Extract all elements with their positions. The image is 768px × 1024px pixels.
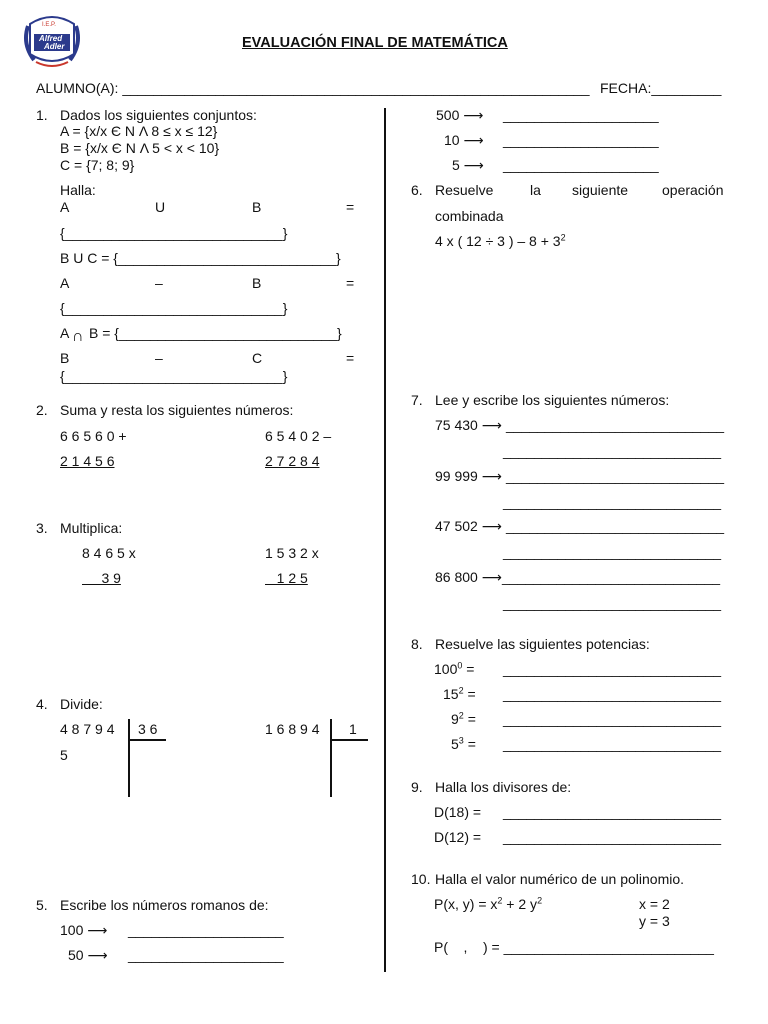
q8-exp: 2: [458, 685, 464, 696]
q8-eq: =: [467, 736, 476, 752]
q6-word: siguiente: [572, 182, 629, 198]
q7-prompt: Lee y escribe los siguientes números:: [435, 392, 670, 408]
q8-item: [451, 711, 476, 727]
student-name-field: ALUMNO(A): ____________________________________________________________: [36, 80, 590, 96]
q1-set-b: B = {x/x Є N Λ 5 < x < 10}: [60, 140, 220, 156]
q7-item-label: 86 800 ⟶: [435, 569, 502, 585]
q10-polynomial: [434, 896, 542, 912]
q1-l4-rest: B = {____________________________}: [89, 325, 342, 341]
q6-expression: [435, 233, 566, 249]
q1-l3-answer: {____________________________}: [60, 300, 288, 316]
q10-x-value: x = 2: [639, 896, 670, 912]
q9-item-label: D(18) =: [434, 804, 482, 820]
q2-a1: 6 6 5 6 0 +: [60, 428, 127, 444]
q6-expr-text: 4 x ( 12 ÷ 3 ) – 8 + 3: [435, 233, 561, 249]
q5-item-line: ____________________: [503, 132, 659, 148]
q1-l5-op: –: [155, 350, 163, 366]
q8-line: ____________________________: [503, 711, 722, 727]
q9-item-line: ____________________________: [503, 804, 722, 820]
q5-item-label: 10 ⟶: [444, 132, 484, 148]
q1-l2: B U C = {____________________________}: [60, 250, 341, 266]
q4-a-division-bar: [128, 719, 130, 797]
q4-a-dividend: 4 8 7 9 4: [60, 721, 115, 737]
q7-item-label: 99 999 ⟶: [435, 468, 502, 484]
q10-poly-exp1: 2: [497, 895, 503, 906]
q7-item-line: ____________________________: [502, 569, 721, 585]
q10-poly-exp2: 2: [537, 895, 543, 906]
q8-base: 5: [451, 736, 459, 752]
q6-expr-exp: 2: [560, 232, 566, 243]
q7-item-line: ____________________________: [506, 468, 725, 484]
q1-number: 1.: [36, 107, 48, 123]
q9-item-line: ____________________________: [503, 829, 722, 845]
q8-base: 100: [434, 661, 458, 677]
q4-a-division-rule: [128, 739, 166, 741]
q8-eq: =: [467, 711, 476, 727]
q3-prompt: Multiplica:: [60, 520, 123, 536]
q1-l4-a: A: [60, 325, 70, 341]
q1-l1-eq: =: [346, 199, 355, 215]
page-title: EVALUACIÓN FINAL DE MATEMÁTICA: [242, 35, 508, 51]
q1-l5-a: B: [60, 350, 70, 366]
q2-b2: 2 7 2 8 4: [265, 453, 320, 469]
q4-b-dividend: 1 6 8 9 4: [265, 721, 320, 737]
q2-prompt: Suma y resta los siguientes números:: [60, 402, 294, 418]
q3-a1: 8 4 6 5 x: [82, 545, 136, 561]
q1-l5-b: C: [252, 350, 263, 366]
q8-prompt: Resuelve las siguientes potencias:: [435, 636, 650, 652]
q5-item-line: ____________________: [503, 157, 659, 173]
q1-l3-b: B: [252, 275, 262, 291]
q4-prompt: Divide:: [60, 696, 103, 712]
q1-l4-op: ∩: [72, 328, 84, 345]
q6-word: Resuelve: [435, 182, 494, 198]
q5-item-line: ____________________: [503, 107, 659, 123]
q5-item-label: 500 ⟶: [436, 107, 484, 123]
q2-a2: 2 1 4 5 6: [60, 453, 115, 469]
q2-b1: 6 5 4 0 2 –: [265, 428, 332, 444]
q8-item: [434, 661, 474, 677]
q7-item-line: ____________________________: [503, 443, 722, 459]
q1-l3-eq: =: [346, 275, 355, 291]
q3-b1: 1 5 3 2 x: [265, 545, 319, 561]
q9-item-label: D(12) =: [434, 829, 482, 845]
q10-number: 10.: [411, 871, 431, 887]
q7-item-line: ____________________________: [506, 518, 725, 534]
q7-item-line: ____________________________: [506, 417, 725, 433]
q1-prompt: Dados los siguientes conjuntos:: [60, 107, 257, 123]
q8-base: 9: [451, 711, 459, 727]
q1-l1-b: B: [252, 199, 262, 215]
q8-line: ____________________________: [503, 661, 722, 677]
q8-eq: =: [467, 686, 476, 702]
q8-number: 8.: [411, 636, 423, 652]
q9-number: 9.: [411, 779, 423, 795]
date-field: FECHA:_________: [600, 80, 722, 96]
q1-l5-eq: =: [346, 350, 355, 366]
q4-a-divisor: 3 6: [138, 721, 158, 737]
q8-line: ____________________________: [503, 736, 722, 752]
q6-word: operación: [662, 182, 724, 198]
q7-item-line: ____________________________: [503, 544, 722, 560]
q8-exp: 2: [458, 710, 464, 721]
q9-prompt: Halla los divisores de:: [435, 779, 572, 795]
column-divider: [384, 108, 386, 972]
q1-l1-op: U: [155, 199, 166, 215]
q1-set-a: A = {x/x Є N Λ 8 ≤ x ≤ 12}: [60, 123, 218, 139]
q3-number: 3.: [36, 520, 48, 536]
school-logo: [20, 10, 84, 70]
q1-l3-op: –: [155, 275, 163, 291]
q1-set-c: C = {7; 8; 9}: [60, 157, 135, 173]
q5-item-line: ____________________: [128, 922, 284, 938]
q8-item: [451, 736, 476, 752]
q4-b-division-bar: [330, 719, 332, 797]
q8-exp: 3: [458, 735, 464, 746]
q7-item-line: ____________________________: [503, 494, 722, 510]
q5-prompt: Escribe los números romanos de:: [60, 897, 269, 913]
q5-item-label: 5 ⟶: [452, 157, 484, 173]
q3-b2: 1 2 5: [265, 570, 308, 586]
q5-number: 5.: [36, 897, 48, 913]
q4-b-division-rule: [330, 739, 368, 741]
q5-item-label: 100 ⟶: [60, 922, 108, 938]
q6-word: la: [530, 182, 541, 198]
q4-number: 4.: [36, 696, 48, 712]
q10-poly-a: P(x, y) = x: [434, 896, 498, 912]
logo-name-2: Adler: [44, 42, 65, 51]
q1-halla: Halla:: [60, 182, 96, 198]
q7-item-label: 75 430 ⟶: [435, 417, 502, 433]
q1-l5-answer: {____________________________}: [60, 368, 288, 384]
q10-poly-b: + 2 y: [502, 896, 538, 912]
q6-prompt-cont: combinada: [435, 208, 504, 224]
q10-y-value: y = 3: [639, 913, 670, 929]
q8-eq: =: [466, 661, 475, 677]
q7-item-line: ____________________________: [503, 595, 722, 611]
logo-prefix: I.E.P.: [42, 22, 56, 28]
q1-l1-answer: {____________________________}: [60, 225, 288, 241]
q4-a-extra: 5: [60, 747, 68, 763]
q8-item: [443, 686, 476, 702]
q5-item-label: 50 ⟶: [68, 947, 108, 963]
q10-prompt: Halla el valor numérico de un polinomio.: [435, 871, 685, 887]
q3-a2: 3 9: [82, 570, 121, 586]
q5-item-line: ____________________: [128, 947, 284, 963]
q7-number: 7.: [411, 392, 423, 408]
q4-b-divisor: 1: [349, 721, 357, 737]
q2-number: 2.: [36, 402, 48, 418]
q6-number: 6.: [411, 182, 423, 198]
q1-l3-a: A: [60, 275, 70, 291]
q7-item-label: 47 502 ⟶: [435, 518, 502, 534]
q10-answer: P( , ) = ___________________________: [434, 939, 714, 955]
q8-exp: 0: [457, 660, 463, 671]
logo-name-1: Alfred: [39, 34, 63, 43]
q8-line: ____________________________: [503, 686, 722, 702]
q1-l1-a: A: [60, 199, 70, 215]
q8-base: 15: [443, 686, 459, 702]
